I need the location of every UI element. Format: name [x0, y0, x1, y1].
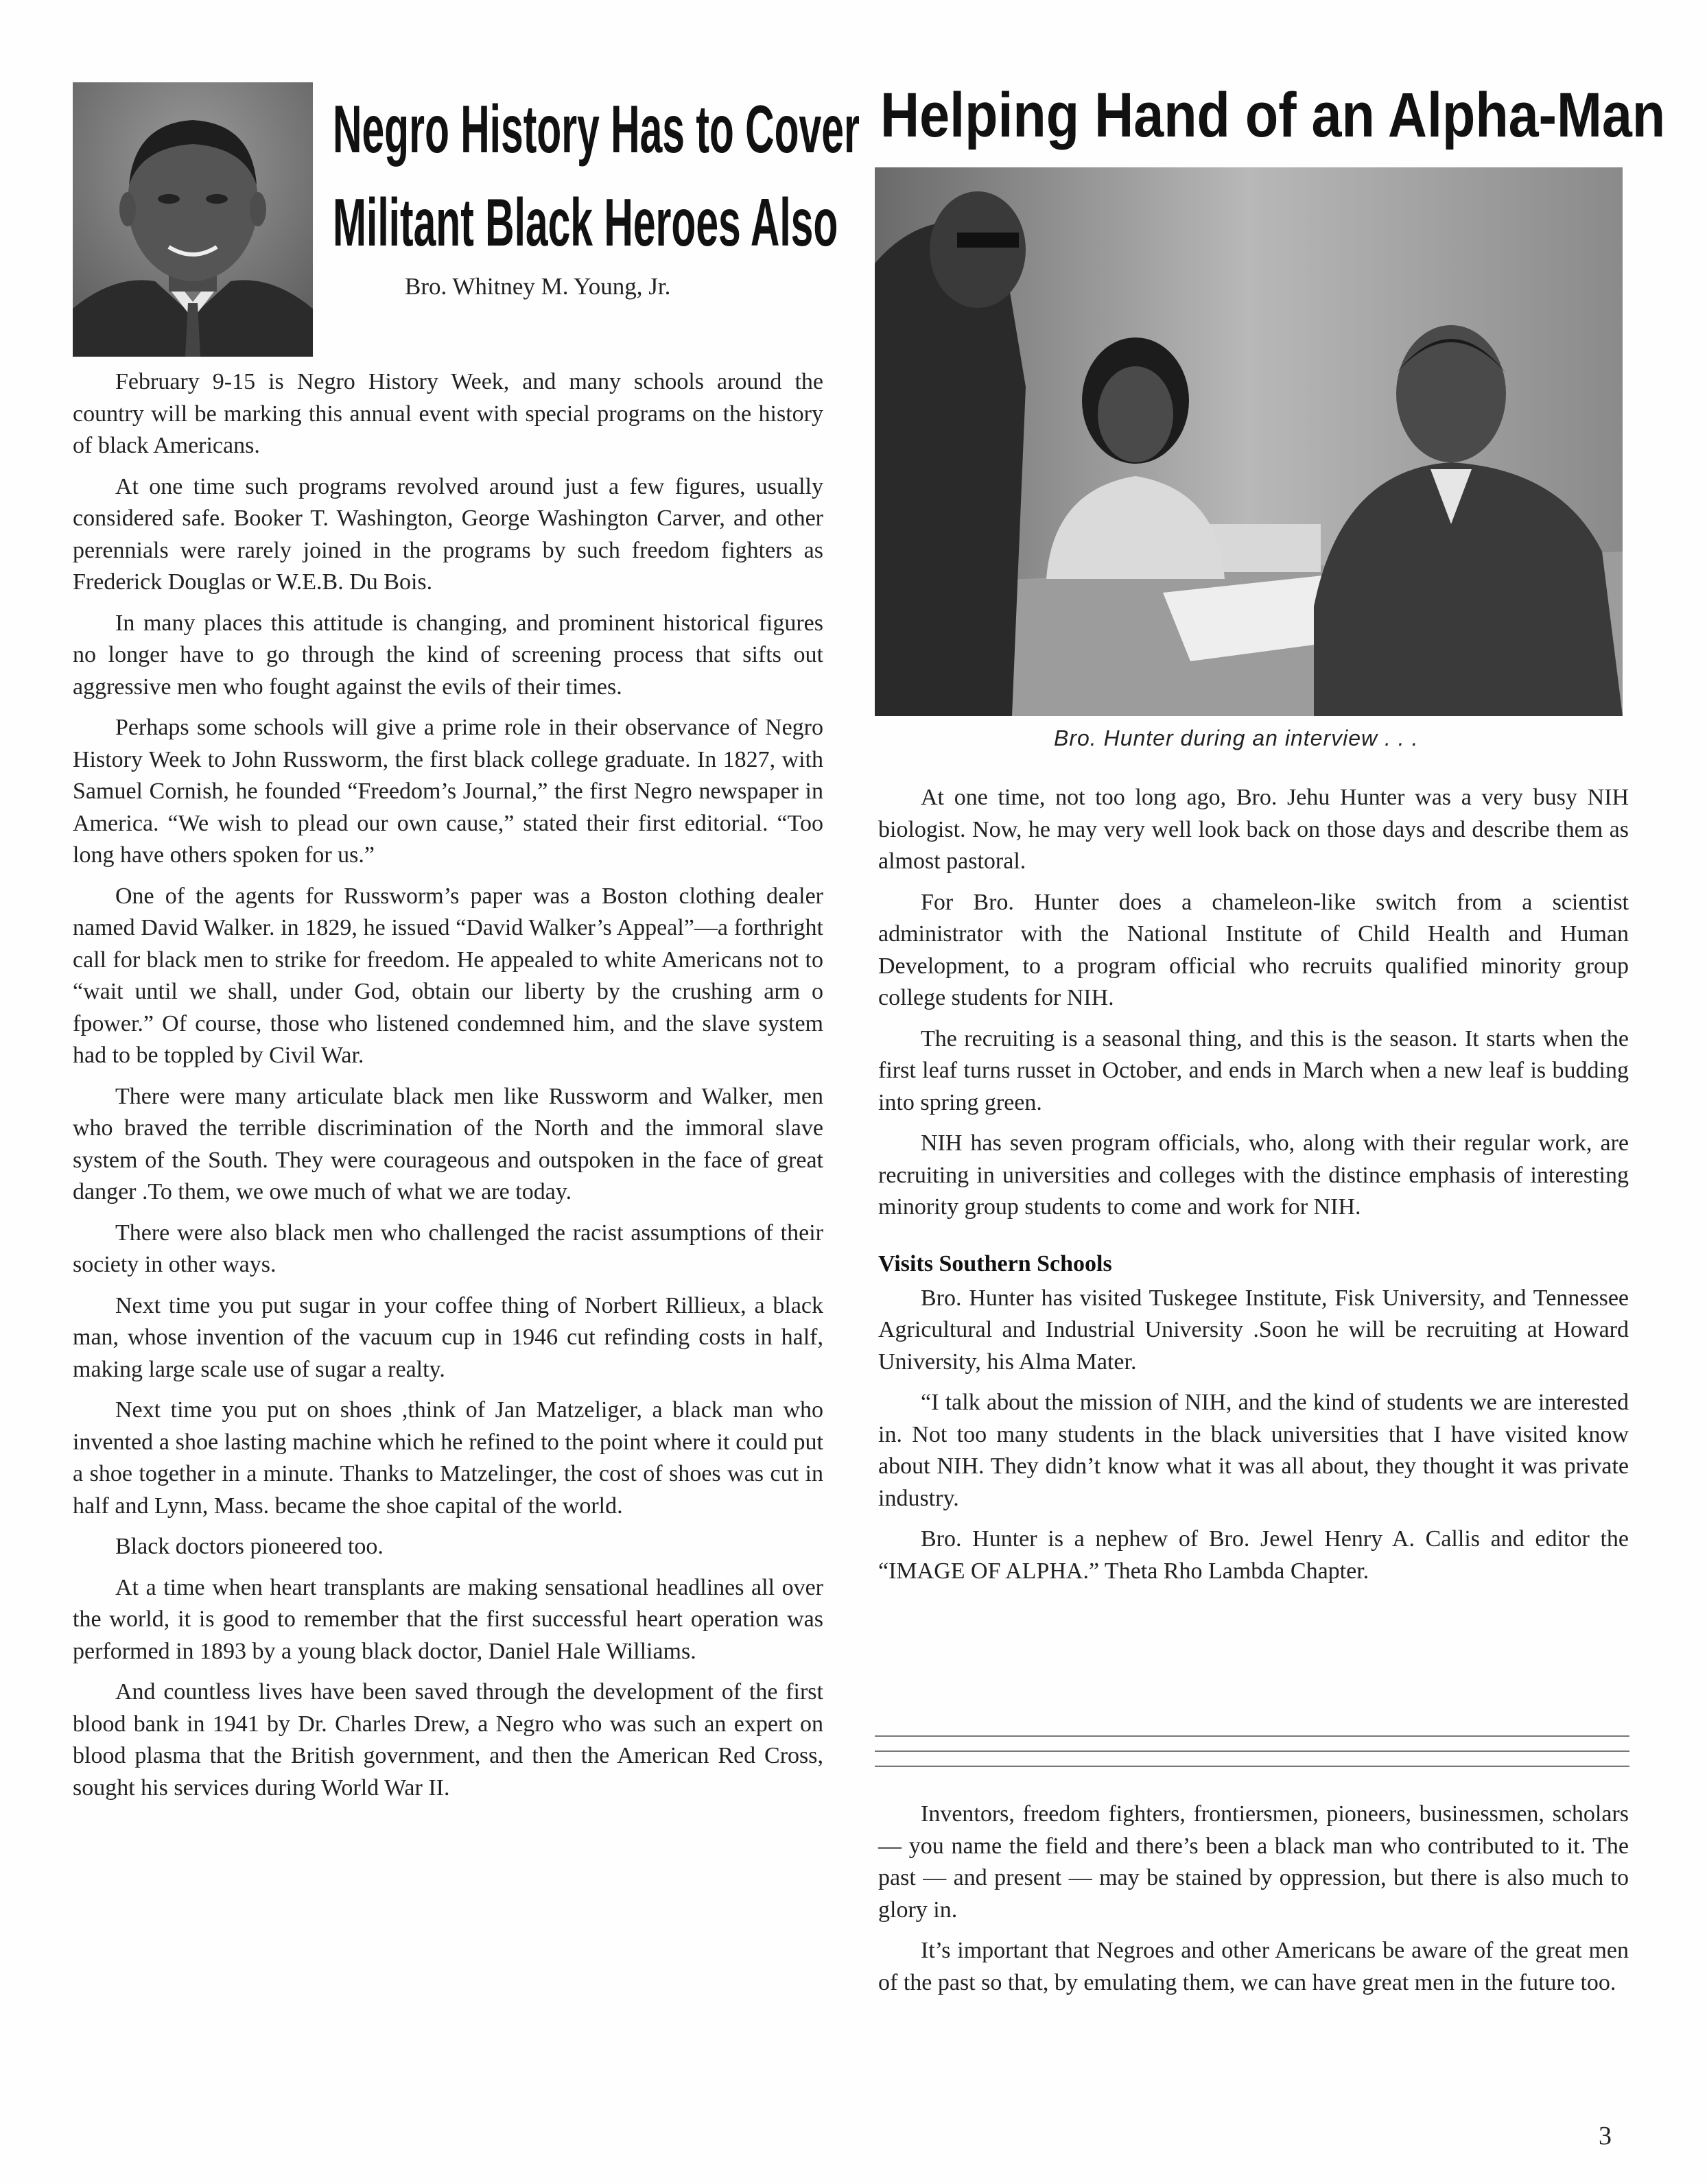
interview-photo-illustration	[875, 167, 1623, 716]
closing-text	[878, 1799, 1629, 2008]
left-article-title	[333, 82, 860, 269]
left-paragraph: Next time you put on shoes ,think of Jan Matzeliger, a black man who invented a shoe lasting machine which he refined to the point where it could put a shoe together in a minute. Thanks to Matzelinger, the cost of shoes was cut in half and Lynn, Mass. became the shoe capital of the world.	[73, 1397, 823, 1519]
left-title-line-2: Militant Black Heroes Also	[333, 185, 838, 260]
right-paragraph: NIH has seven program officials, who, along with their regular work, are recruiting in universities and colleges with the distince emphasis of interesting minority group students to come and work for NIH.	[878, 1130, 1629, 1220]
right-paragraph: For Bro. Hunter does a chameleon-like switch from a scientist administrator with the National Institute of Child Health and Human Development, to a program official who recruits qualified minority group college students for NIH.	[878, 889, 1629, 1010]
left-paragraph: February 9-15 is Negro History Week, and many schools around the country will be marking this annual event with special programs on the history of black Americans.	[73, 369, 823, 458]
right-paragraph: Bro. Hunter has visited Tuskegee Institute, Fisk University, and Tennessee Agricultural and Industrial University .Soon he will be recruiting at Howard University, his Alma Mater.	[878, 1285, 1629, 1375]
author-byline: Bro. Whitney M. Young, Jr.	[405, 273, 671, 300]
divider-rule	[875, 1750, 1629, 1752]
right-paragraph: The recruiting is a seasonal thing, and this is the season. It starts when the first leaf turns russet in October, and ends in March when a new leaf is budding into spring green.	[878, 1025, 1629, 1115]
left-paragraph: Perhaps some schools will give a prime role in their observance of Negro History Week to John Russworm, the first black college graduate. In 1827, with Samuel Cornish, he founded “Freedom’s Journal,” the first Negro newspaper in America. “We wish to plead our own cause,” stated their first editorial. “Too long have others spoken for us.”	[73, 715, 823, 868]
left-paragraph: There were many articulate black men like Russworm and Walker, men who braved the terrible discrimination of the North and the immoral slave system of the South. They were courageous and outspoken in the face of great danger .To them, we owe much of what we are today.	[73, 1083, 823, 1204]
left-article-body	[73, 366, 823, 1813]
interview-photo	[875, 167, 1623, 716]
right-article-body	[878, 782, 1629, 1596]
left-paragraph: Black doctors pioneered too.	[115, 1534, 384, 1559]
left-paragraph: In many places this attitude is changing, and prominent historical figures no longer have to go through the kind of screening process that sifts out aggressive men who fought against the evils of their times.	[73, 610, 823, 700]
divider-rule	[875, 1766, 1629, 1767]
right-paragraph: Bro. Hunter is a nephew of Bro. Jewel Henry A. Callis and editor the “IMAGE OF ALPHA.” Theta Rho Lambda Chapter.	[878, 1526, 1629, 1584]
right-paragraph: “I talk about the mission of NIH, and the kind of students we are interested in. Not too many students in the black universities that I have visited know about NIH. They didn’t know what it was all about, they thought it was private industry.	[878, 1390, 1629, 1511]
right-paragraph: At one time, not too long ago, Bro. Jehu Hunter was a very busy NIH biologist. Now, he may very well look back on those days and describe them as almost pastoral.	[878, 785, 1629, 874]
left-paragraph: At one time such programs revolved around just a few figures, usually considered safe. Booker T. Washington, George Washington Carver, and other perennials were rarely joined in the programs by such freedom fighters as Frederick Douglas or W.E.B. Du Bois.	[73, 473, 823, 595]
portrait-illustration	[73, 82, 313, 357]
photo-caption: Bro. Hunter during an interview . . .	[1054, 726, 1419, 750]
left-paragraph: One of the agents for Russworm’s paper was a Boston clothing dealer named David Walker. in 1829, he issued “David Walker’s Appeal”—a forthright call for black men to strike for freedom. He appealed to white Americans not to “wait until we shall, under God, obtain our liberty by the crushing arm o fpower.” Of course, those who listened condemned him, and the slave system had to be toppled by Civil War.	[73, 883, 823, 1068]
page-number: 3	[1599, 2122, 1612, 2150]
closing-paragraph: It’s important that Negroes and other Americans be aware of the great men of the past so that, by emulating them, we can have great men in the future too.	[878, 1938, 1629, 1995]
left-paragraph: At a time when heart transplants are making sensational headlines all over the world, it is good to remember that the first successful heart operation was performed in 1893 by a young black doctor, Daniel Hale Williams.	[73, 1574, 823, 1664]
author-portrait-photo	[73, 82, 313, 357]
section-subhead: Visits Southern Schools	[878, 1250, 1112, 1277]
closing-paragraph: Inventors, freedom fighters, frontiersmen, pioneers, businessmen, scholars — you name the field and there’s been a black man who contributed to it. The past — and present — may be stained by oppression, but there is also much to glory in.	[878, 1801, 1629, 1923]
right-article-title: Helping Hand of an Alpha-Man	[880, 80, 1666, 150]
left-paragraph: There were also black men who challenged the racist assumptions of their society in other ways.	[73, 1220, 823, 1277]
left-paragraph: And countless lives have been saved through the development of the first blood bank in 1941 by Dr. Charles Drew, a Negro who was such an expert on blood plasma that the British government, and then the American Red Cross, sought his services during World War II.	[73, 1679, 823, 1801]
left-paragraph: Next time you put sugar in your coffee thing of Norbert Rillieux, a black man, whose invention of the vacuum cup in 1946 cut refinding costs in half, making large scale use of sugar a realty.	[73, 1292, 823, 1382]
divider-rule	[875, 1735, 1629, 1737]
left-title-line-1: Negro History Has to Cover	[333, 91, 860, 167]
